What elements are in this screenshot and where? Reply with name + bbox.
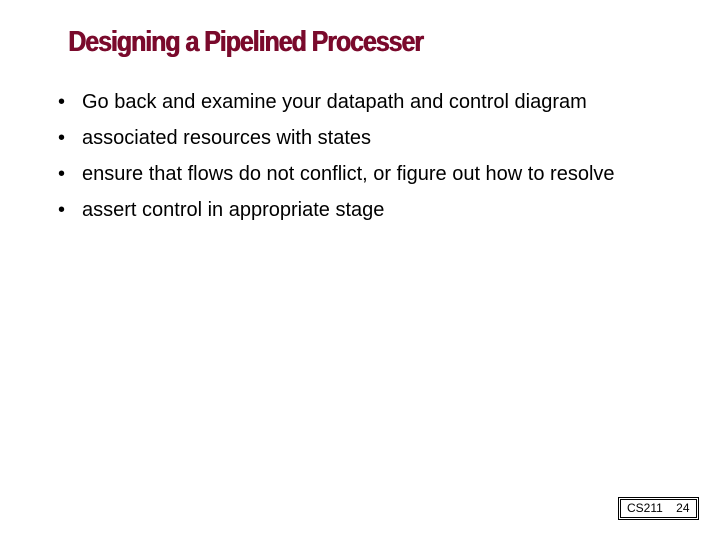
bullet-marker: • <box>58 91 66 113</box>
bullet-marker: • <box>58 163 66 185</box>
bullet-marker: • <box>58 127 66 149</box>
bullet-list <box>58 90 688 234</box>
bullet-text: ensure that flows do not conflict, or figure out how to resolve <box>82 163 615 185</box>
slide-title: Designing a Pipelined Processer <box>68 26 423 58</box>
bullet-item <box>58 90 688 114</box>
page-number: 24 <box>676 501 690 515</box>
course-label: CS211 <box>627 501 663 515</box>
bullet-item <box>58 126 688 150</box>
slide-footer <box>620 499 697 518</box>
bullet-text: Go back and examine your datapath and control diagram <box>82 91 587 113</box>
bullet-text: assert control in appropriate stage <box>82 199 385 221</box>
bullet-item <box>58 162 688 186</box>
bullet-text: associated resources with states <box>82 127 372 149</box>
bullet-item <box>58 198 688 222</box>
bullet-marker: • <box>58 199 66 221</box>
